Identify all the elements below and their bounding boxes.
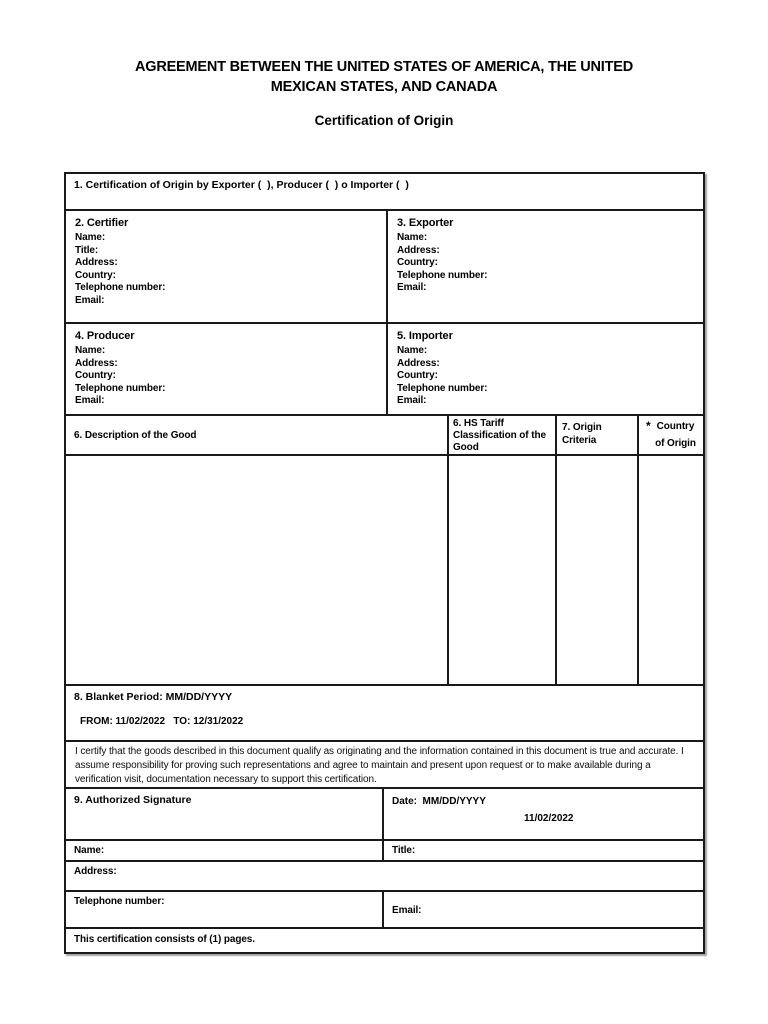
certifier-email-label: Email:: [75, 294, 105, 306]
date-value: 11/02/2022: [524, 813, 574, 824]
blanket-period-section: [66, 686, 703, 740]
row-certification-type: [66, 174, 703, 209]
importer-email-label: Email:: [397, 395, 427, 407]
row-phone-email: [66, 890, 703, 927]
producer-name-label: Name:: [75, 345, 106, 356]
goods-description-header: 6. Description of the Good: [74, 429, 197, 441]
exporter-country-label: Country:: [397, 257, 438, 269]
country-of-origin-cell: [637, 456, 703, 684]
page-subtitle: Certification of Origin: [314, 113, 454, 128]
goods-table-body: [66, 454, 703, 684]
row-page-count: [66, 927, 703, 952]
certifier-section: [66, 211, 386, 322]
row-blanket-period: [66, 684, 703, 740]
certifier-country-label: Country:: [75, 269, 116, 281]
signer-email-label: Email:: [382, 892, 703, 927]
certifier-heading: 2. Certifier: [75, 217, 129, 229]
signer-phone-label: Telephone number:: [74, 896, 165, 907]
importer-phone-label: Telephone number:: [397, 382, 488, 394]
row-certifier-exporter: [66, 209, 703, 322]
certifier-title-label: Title:: [75, 244, 99, 256]
blanket-period-dates: FROM: 11/02/2022 TO: 12/31/2022: [80, 716, 244, 727]
authorized-signature-label: 9. Authorized Signature: [74, 794, 192, 806]
producer-email-label: Email:: [75, 395, 105, 407]
exporter-section: [386, 211, 703, 322]
importer-name-label: Name:: [397, 345, 428, 356]
certification-form: [64, 172, 705, 954]
signer-address-label: Address:: [74, 866, 117, 877]
authorized-signature-section: [66, 789, 382, 839]
hs-tariff-header: 6. HS Tariff Classification of the Good: [447, 416, 555, 454]
certifier-address-label: Address:: [75, 257, 118, 269]
exporter-heading: 3. Exporter: [397, 217, 454, 229]
country-of-origin-header: * Country of Origin: [637, 416, 703, 454]
hs-tariff-cell: [447, 456, 555, 684]
producer-phone-label: Telephone number:: [75, 382, 166, 394]
importer-heading: 5. Importer: [397, 330, 453, 342]
asterisk-mark: *: [646, 419, 651, 433]
row-name-title: [66, 839, 703, 860]
origin-criteria-cell: [555, 456, 637, 684]
row-address: [66, 860, 703, 890]
signer-title-label: Title:: [382, 841, 703, 860]
row-certification-statement: [66, 740, 703, 787]
importer-address-label: Address:: [397, 357, 440, 369]
signer-name-label: Name:: [74, 845, 105, 856]
certification-type-label: 1. Certification of Origin by Exporter ( ), Producer ( ) o Importer ( ): [74, 179, 409, 191]
row-signature-date: [66, 787, 703, 839]
certifier-name-label: Name:: [75, 232, 106, 243]
page-count-note: This certification consists of (1) pages.: [74, 934, 255, 945]
page-title: [0, 57, 768, 97]
certification-statement: I certify that the goods described in this document qualify as originating and the information contained in this document is true and accurate. I assume responsibility for proving such representations and agree to maintain and present upon request or to make available during a verification visit, documentation necessary to support this certification.: [75, 746, 684, 785]
producer-section: [66, 324, 386, 414]
certifier-phone-label: Telephone number:: [75, 282, 166, 294]
producer-address-label: Address:: [75, 357, 118, 369]
date-label: Date: MM/DD/YYYY: [392, 796, 486, 807]
goods-description-cell: [66, 456, 447, 684]
date-section: [382, 789, 703, 839]
page-title-line1: AGREEMENT BETWEEN THE UNITED STATES OF AMERICA, THE UNITED: [134, 59, 634, 75]
importer-country-label: Country:: [397, 370, 438, 382]
exporter-name-label: Name:: [397, 232, 428, 243]
row-producer-importer: [66, 322, 703, 414]
goods-table-header: [66, 414, 703, 454]
exporter-email-label: Email:: [397, 282, 427, 294]
importer-section: [386, 324, 703, 414]
producer-country-label: Country:: [75, 370, 116, 382]
exporter-phone-label: Telephone number:: [397, 269, 488, 281]
origin-criteria-header: 7. Origin Criteria: [555, 416, 637, 454]
blanket-period-label: 8. Blanket Period: MM/DD/YYYY: [74, 691, 233, 703]
producer-heading: 4. Producer: [75, 330, 135, 342]
page-title-line2: MEXICAN STATES, AND CANADA: [270, 79, 498, 95]
exporter-address-label: Address:: [397, 244, 440, 256]
